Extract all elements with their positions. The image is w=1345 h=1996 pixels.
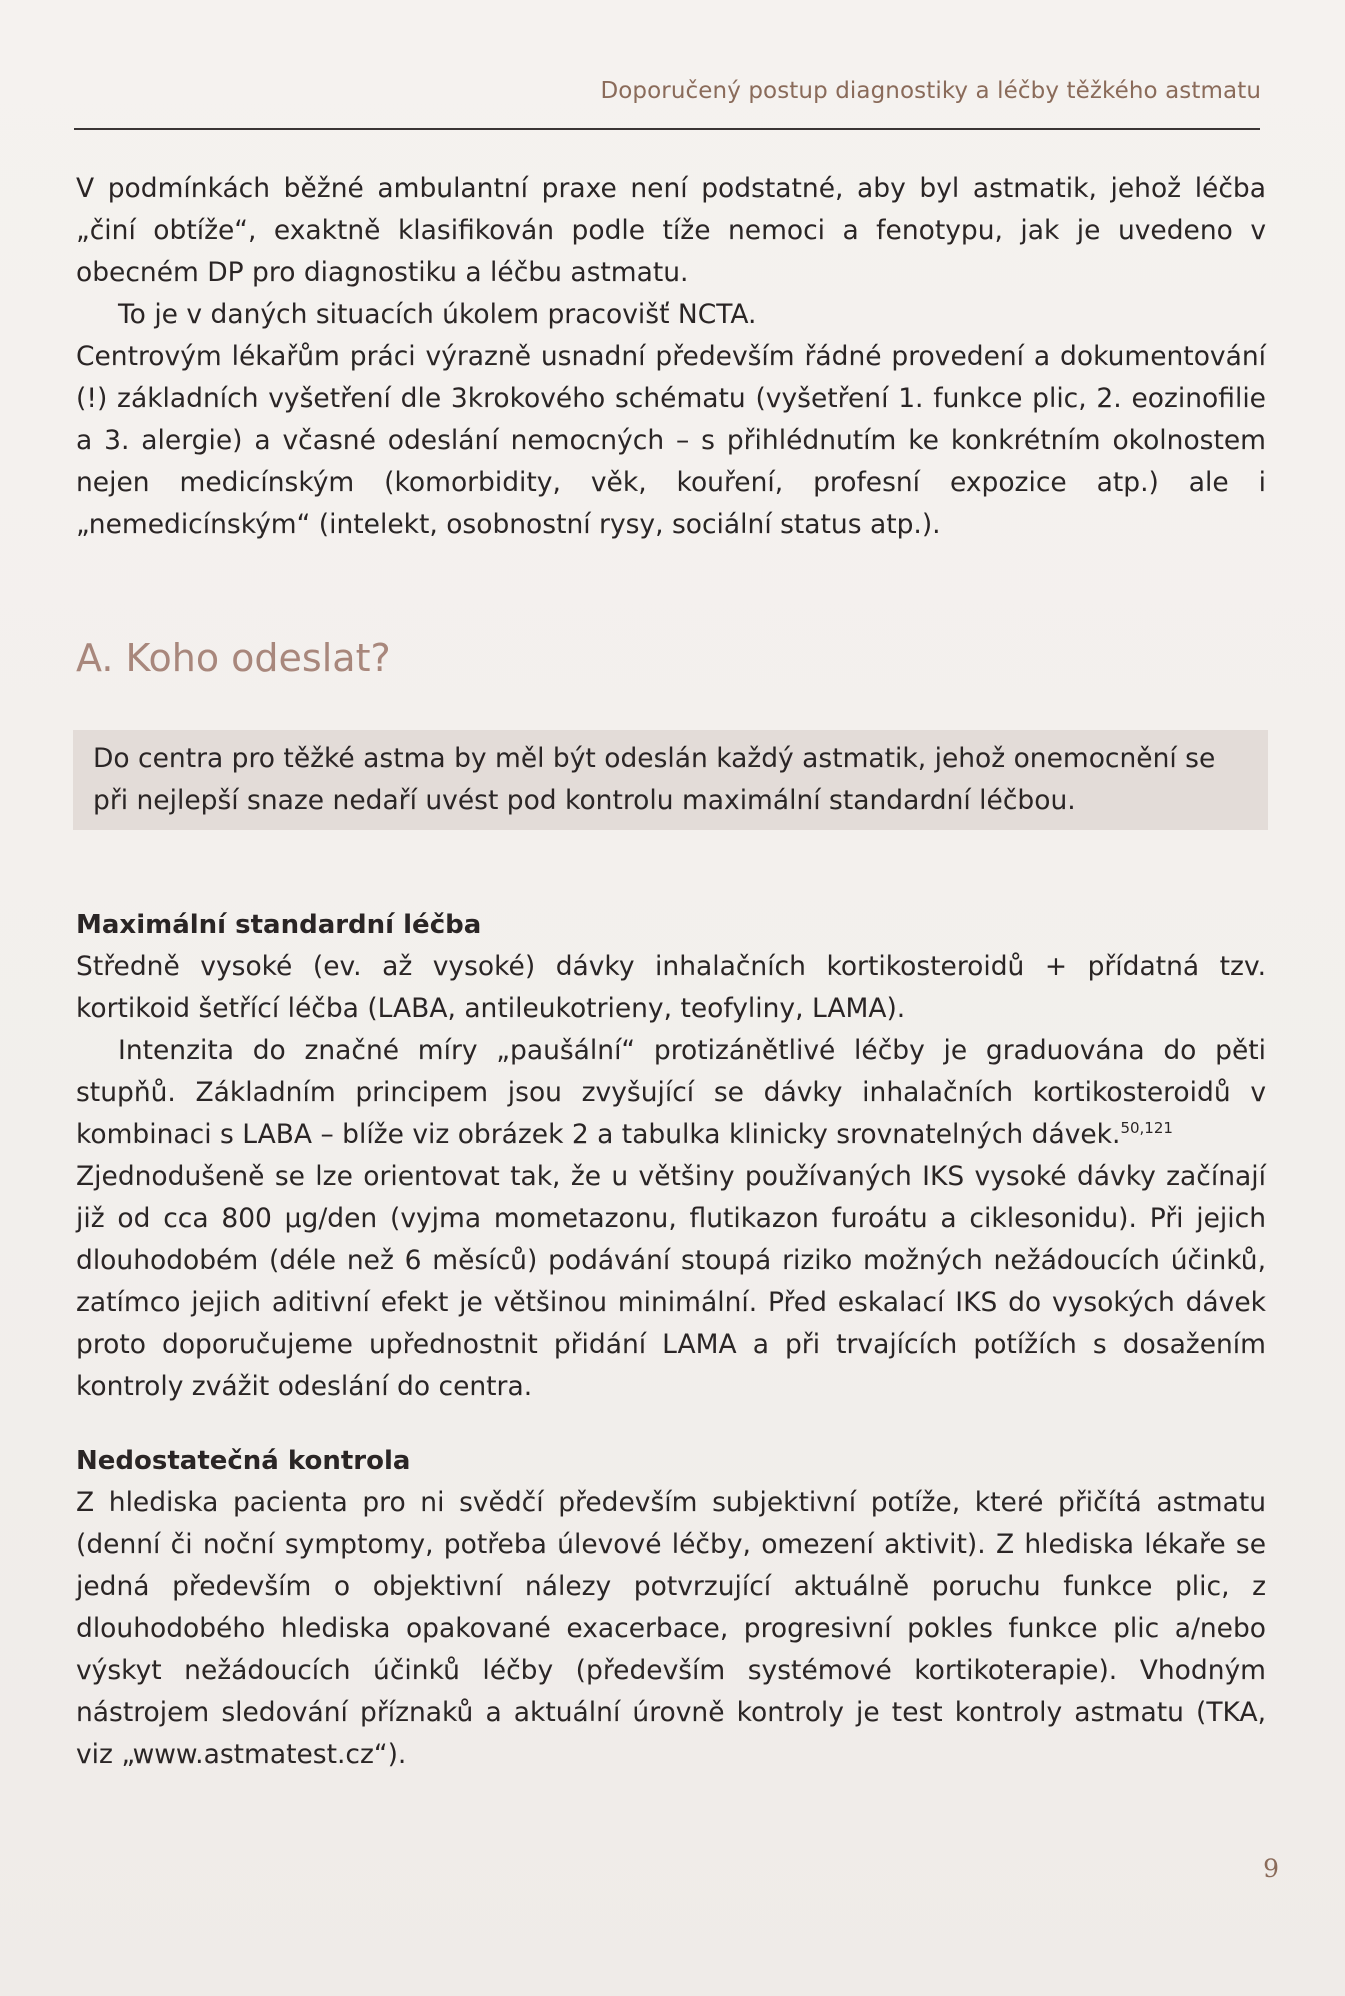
callout-text: Do centra pro těžké astma by měl být odeslán každý astmatik, jehož onemocnění se při nejlepší snaze nedaří uvést pod kontrolu maximální standardní léčbou. [93, 743, 1216, 816]
insufficient-control-section [76, 1440, 1266, 1776]
intro-section [76, 168, 1266, 546]
subheading-insufficient-control: Nedostatečná kontrola [76, 1446, 411, 1476]
reference-superscript: 50,121 [1120, 1119, 1173, 1138]
max-treatment-paragraph-1: Středně vysoké (ev. až vysoké) dávky inhalačních kortikosteroidů + přídatná tzv. kortikoid šetřící léčba (LABA, antileukotrieny, teofyliny, LAMA). [76, 951, 1266, 1024]
running-header: Doporučený postup diagnostiky a léčby těžkého astmatu [600, 78, 1261, 104]
page-number: 9 [1263, 1854, 1279, 1883]
max-treatment-paragraph-2-text: Intenzita do značné míry „paušální“ protizánětlivé léčby je graduována do pěti stupňů. Základním principem jsou zvyšující se dávky inhalačních kortikosteroidů v kombinaci s LABA – blíže viz obrázek 2 a tabulka klinicky srovnatelných dávek. [76, 1035, 1266, 1150]
max-treatment-section [76, 904, 1266, 1408]
max-treatment-paragraph-2 [76, 1030, 1266, 1156]
intro-paragraph-1: V podmínkách běžné ambulantní praxe není podstatné, aby byl astmatik, jehož léčba „činí obtíže“, exaktně klasifikován podle tíže nemoci a fenotypu, jak je uvedeno v obecném DP pro diagnostiku a léčbu astmatu. [76, 173, 1266, 288]
insufficient-control-paragraph: Z hlediska pacienta pro ni svědčí především subjektivní potíže, které přičítá astmatu (denní či noční symptomy, potřeba úlevové léčby, omezení aktivit). Z hlediska lékaře se jedná především o objektivní nálezy potvrzující aktuálně poruchu funkce plic, z dlouhodobého hlediska opakované exacerbace, progresivní pokles funkce plic a/nebo výskyt nežádoucích účinků léčby (především systémové kortikoterapie). Vhodným nástrojem sledování příznaků a aktuální úrovně kontroly je test kontroly astmatu (TKA, viz „www.astmatest.cz“). [76, 1487, 1266, 1770]
max-treatment-paragraph-3: Zjednodušeně se lze orientovat tak, že u většiny používaných IKS vysoké dávky začínají již od cca 800 μg/den (vyjma mometazonu, flutikazon furoátu a ciklesonidu). Při jejich dlouhodobém (déle než 6 měsíců) podávání stoupá riziko možných nežádoucích účinků, zatímco jejich aditivní efekt je většinou minimální. Před eskalací IKS do vysokých dávek proto doporučujeme upřednostnit přidání LAMA a při trvajících potížích s dosažením kontroly zvážit odeslání do centra. [76, 1161, 1266, 1402]
section-heading-a: A. Koho odeslat? [76, 636, 391, 680]
subheading-max-treatment: Maximální standardní léčba [76, 910, 482, 940]
callout-box [73, 730, 1268, 830]
header-rule [74, 128, 1260, 130]
intro-paragraph-2: To je v daných situacích úkolem pracovišť NCTA. [118, 299, 757, 330]
intro-paragraph-3: Centrovým lékařům práci výrazně usnadní především řádné provedení a dokumentování (!) základních vyšetření dle 3krokového schématu (vyšetření 1. funkce plic, 2. eozinofilie a 3. alergie) a včasné odeslání nemocných – s přihlédnutím ke konkrétním okolnostem nejen medicínským (komorbidity, věk, kouření, profesní expozice atp.) ale i „nemedicínským“ (intelekt, osobnostní rysy, sociální status atp.). [76, 341, 1266, 540]
